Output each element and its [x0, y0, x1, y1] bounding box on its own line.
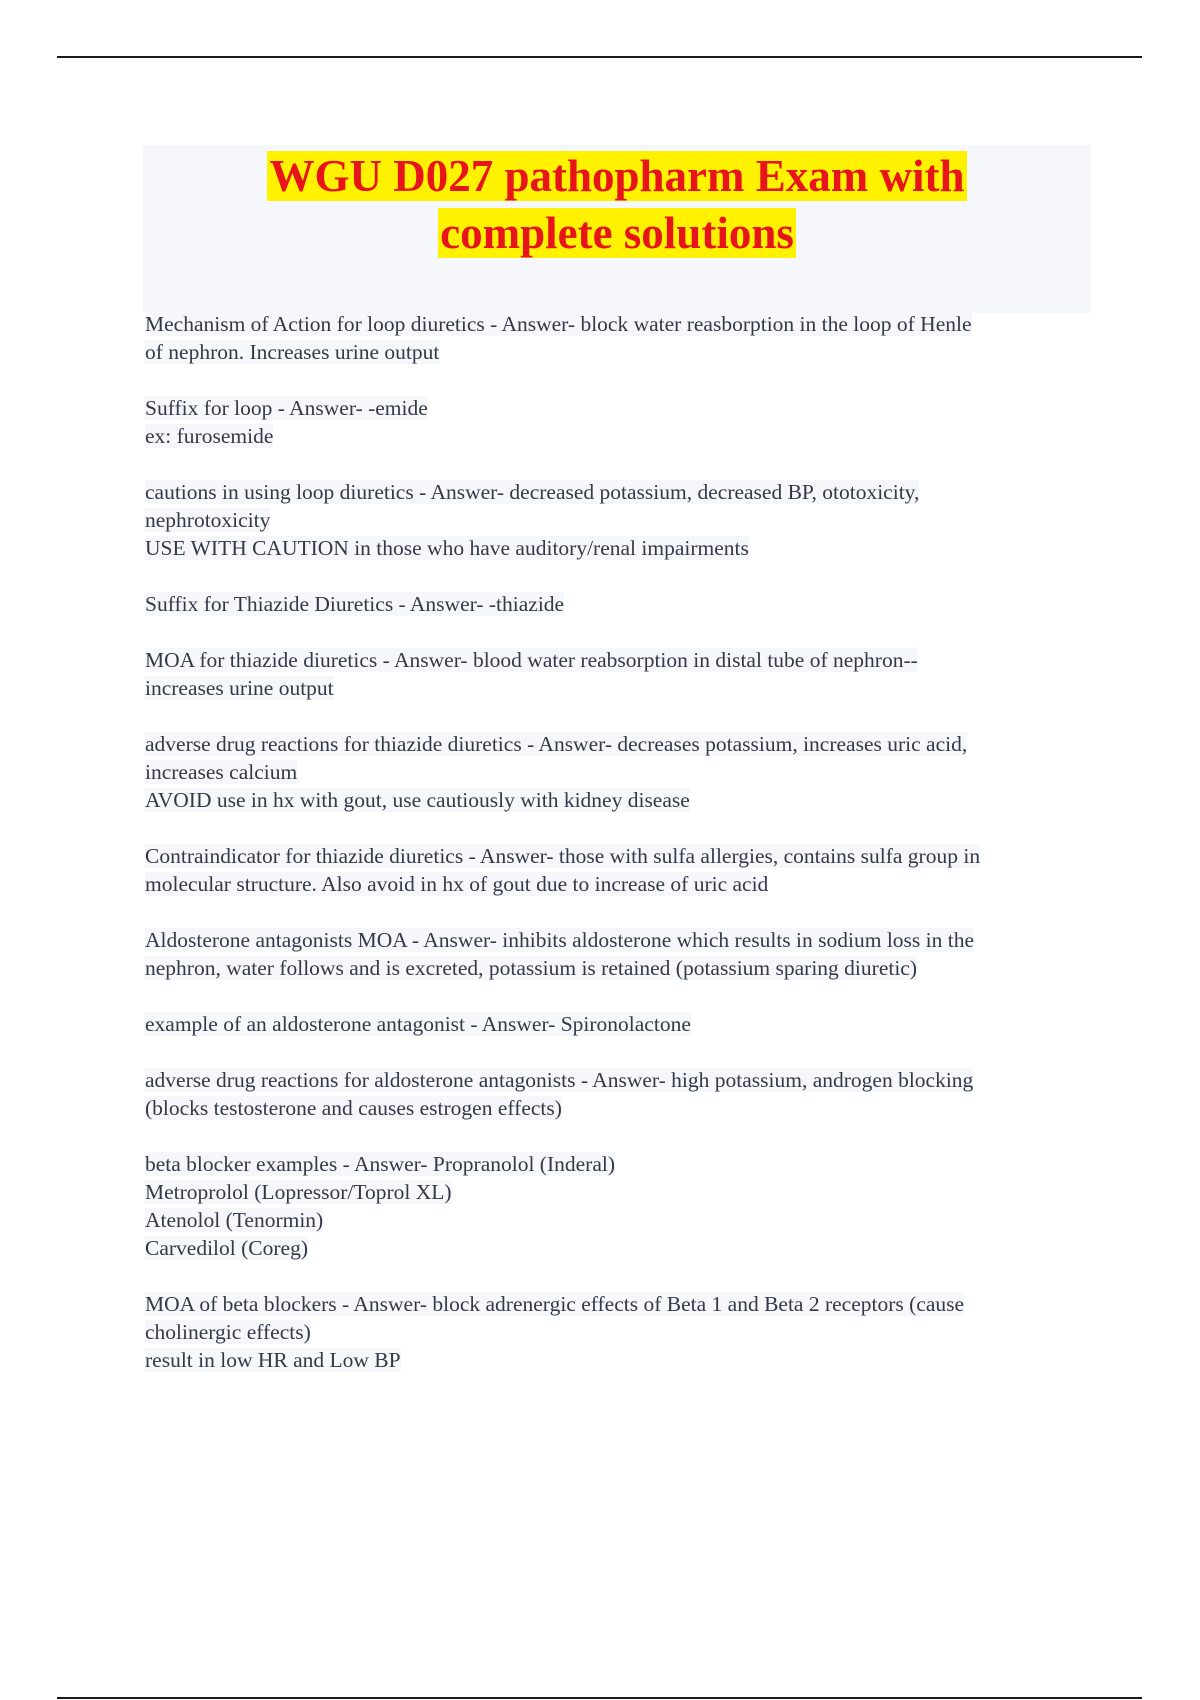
qa-line-text: Aldosterone antagonists MOA - Answer- inhibits aldosterone which results in sodium loss in the: [145, 928, 975, 952]
qa-line-text: increases calcium: [145, 760, 298, 784]
qa-line: [145, 310, 1105, 338]
qa-item: [145, 1150, 1105, 1262]
qa-line: [145, 1066, 1105, 1094]
qa-line: [145, 1150, 1105, 1178]
qa-line-text: of nephron. Increases urine output: [145, 340, 440, 364]
qa-line-text: cholinergic effects): [145, 1320, 311, 1344]
qa-line-text: molecular structure. Also avoid in hx of gout due to increase of uric acid: [145, 872, 769, 896]
qa-line: [145, 1290, 1105, 1318]
qa-line-text: nephron, water follows and is excreted, potassium is retained (potassium sparing diuretic): [145, 956, 918, 980]
qa-line-text: Atenolol (Tenormin): [145, 1208, 324, 1232]
header-rule: [57, 56, 1142, 58]
qa-item: [145, 478, 1105, 562]
document-title: [143, 148, 1091, 262]
qa-line: [145, 730, 1105, 758]
qa-line-text: cautions in using loop diuretics - Answer- decreased potassium, decreased BP, ototoxicity,: [145, 480, 920, 504]
qa-line-text: Contraindicator for thiazide diuretics - Answer- those with sulfa allergies, contains sulfa group in: [145, 844, 981, 868]
footer-rule: [57, 1697, 1142, 1699]
qa-list: [145, 310, 1105, 1402]
qa-line: [145, 842, 1105, 870]
qa-line-text: increases urine output: [145, 676, 334, 700]
qa-line: [145, 478, 1105, 506]
qa-item: [145, 730, 1105, 814]
qa-line-text: USE WITH CAUTION in those who have auditory/renal impairments: [145, 536, 749, 560]
qa-item: [145, 926, 1105, 982]
qa-line: [145, 870, 1105, 898]
qa-item: [145, 1066, 1105, 1122]
qa-line-text: nephrotoxicity: [145, 508, 271, 532]
qa-line: [145, 758, 1105, 786]
title-line-2: complete solutions: [440, 208, 794, 258]
qa-line-text: MOA for thiazide diuretics - Answer- blood water reabsorption in distal tube of nephron--: [145, 648, 918, 672]
qa-item: [145, 394, 1105, 450]
qa-line: [145, 422, 1105, 450]
qa-line-text: adverse drug reactions for aldosterone antagonists - Answer- high potassium, androgen blocking: [145, 1068, 974, 1092]
qa-line: [145, 534, 1105, 562]
qa-item: [145, 1290, 1105, 1374]
qa-line-text: Metroprolol (Lopressor/Toprol XL): [145, 1180, 452, 1204]
qa-line-text: result in low HR and Low BP: [145, 1348, 401, 1372]
qa-line-text: Suffix for Thiazide Diuretics - Answer- -thiazide: [145, 592, 565, 616]
qa-line: [145, 1178, 1105, 1206]
qa-line: [145, 954, 1105, 982]
qa-line-text: (blocks testosterone and causes estrogen effects): [145, 1096, 562, 1120]
title-line-1: WGU D027 pathopharm Exam with: [269, 151, 965, 201]
qa-line: [145, 1346, 1105, 1374]
qa-line: [145, 1318, 1105, 1346]
qa-line: [145, 1206, 1105, 1234]
qa-line-text: adverse drug reactions for thiazide diuretics - Answer- decreases potassium, increases uric acid,: [145, 732, 968, 756]
qa-line-text: Mechanism of Action for loop diuretics - Answer- block water reasborption in the loop of Henle: [145, 312, 972, 336]
qa-line-text: ex: furosemide: [145, 424, 274, 448]
qa-line: [145, 338, 1105, 366]
qa-line: [145, 1094, 1105, 1122]
qa-line: [145, 674, 1105, 702]
qa-line: [145, 646, 1105, 674]
qa-line: [145, 1234, 1105, 1262]
qa-item: [145, 646, 1105, 702]
qa-line-text: example of an aldosterone antagonist - Answer- Spironolactone: [145, 1012, 691, 1036]
qa-item: [145, 1010, 1105, 1038]
qa-line: [145, 590, 1105, 618]
qa-line: [145, 394, 1105, 422]
qa-item: [145, 590, 1105, 618]
qa-line: [145, 1010, 1105, 1038]
qa-line-text: MOA of beta blockers - Answer- block adrenergic effects of Beta 1 and Beta 2 receptors (cause: [145, 1292, 965, 1316]
qa-line-text: AVOID use in hx with gout, use cautiously with kidney disease: [145, 788, 690, 812]
qa-item: [145, 310, 1105, 366]
qa-line: [145, 786, 1105, 814]
qa-item: [145, 842, 1105, 898]
qa-line-text: Carvedilol (Coreg): [145, 1236, 308, 1260]
qa-line: [145, 506, 1105, 534]
qa-line-text: Suffix for loop - Answer- -emide: [145, 396, 428, 420]
qa-line: [145, 926, 1105, 954]
qa-line-text: beta blocker examples - Answer- Propranolol (Inderal): [145, 1152, 616, 1176]
